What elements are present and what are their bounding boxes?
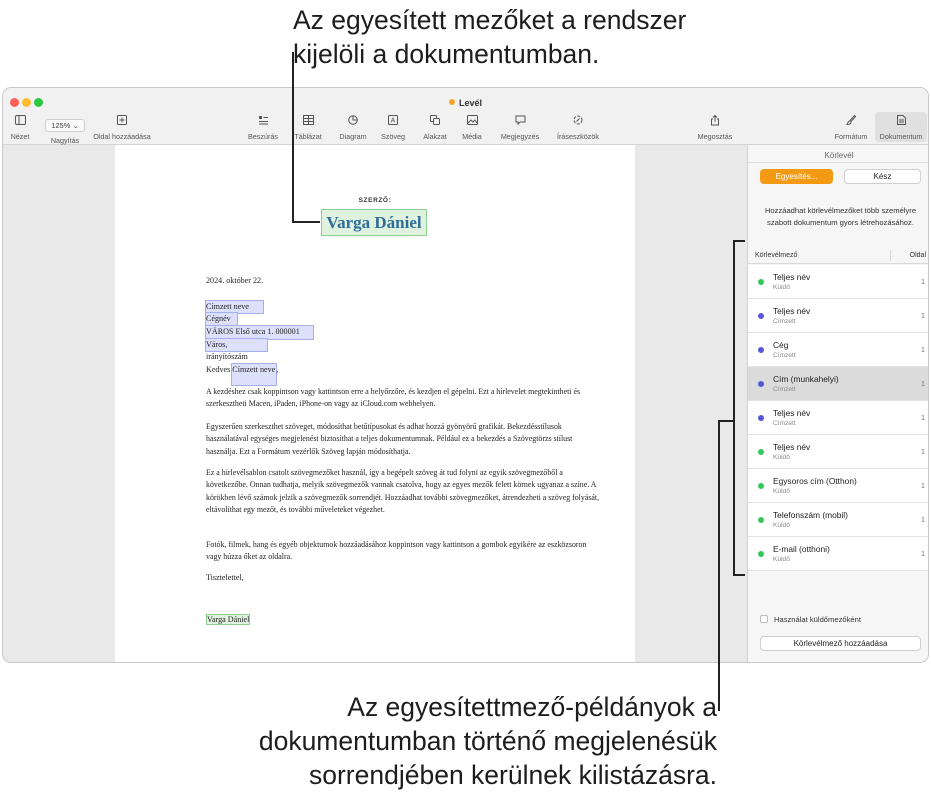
merge-field-greeting-name[interactable]: Címzett neve [232,364,276,385]
edited-dot-icon [449,99,455,105]
insert-icon [246,115,280,127]
writing-tools-icon [553,115,603,127]
field-name: Cím (munkahelyi) [773,374,839,384]
closing[interactable]: Tisztelettel, [206,573,244,582]
sidebar-title: Körlevél [824,151,854,160]
field-source: Küldő [773,522,790,529]
paintbrush-icon [831,115,871,127]
field-color-dot [758,279,764,285]
field-page: 1 [920,379,925,388]
app-window [2,87,929,663]
format-label: Formátum [834,132,868,141]
greeting-suffix: , [276,365,279,374]
media-icon [459,115,485,127]
field-page: 1 [920,515,925,524]
callout-bottom-line-1: Az egyesítettmező-példányok a [347,692,717,722]
field-color-dot [758,517,764,523]
comment-button[interactable] [497,115,543,141]
merge-field-row[interactable] [748,435,929,469]
table-icon [291,115,325,127]
insert-button[interactable] [246,115,280,141]
merge-field-row[interactable] [748,401,929,435]
merge-field-row[interactable] [748,503,929,537]
add-page-label: Oldal hozzáadása [93,132,151,141]
merge-field-row[interactable] [748,537,929,571]
recipient-block [206,301,606,363]
media-label: Média [462,132,482,141]
field-name: Egysoros cím (Otthon) [773,476,857,486]
zoom-label: Nagyítás [50,136,80,145]
window-title [3,98,928,108]
merge-field-list [748,265,929,571]
table-label: Táblázat [294,132,322,141]
comment-label: Megjegyzés [500,132,540,141]
view-label: Nézet [10,132,30,141]
merge-field-signature[interactable] [206,614,250,626]
media-button[interactable] [459,115,485,141]
author-label: SZERZŐ: [358,197,392,204]
merge-field-address[interactable]: VÁROS Első utca 1. 000001 [206,326,313,339]
callout-top-line-horizontal [292,221,320,223]
paragraph-3[interactable]: Ez a hírlevélsablon csatolt szövegmezőket használ, így a begépelt szöveg át tud folyni az egyik szövegmezőből a következőbe. Onnan tudhatja, melyik szövegmezők vannak csatolva, hogy az egyes mezők felett körnek ugyanaz a színe. A körökben lévő számok jelzik a szövegmezők sorrendjét. Hozzáadhat további szövegmezőket, átrendezheti a szöveg folyását, eltávolíthat egy mezőt, és további műveleteket végezhet. [206,468,600,515]
share-button[interactable] [693,115,737,141]
callout-top-line-1: Az egyesített mezőket a rendszer [293,5,687,35]
chart-icon [337,115,369,127]
callout-top-line [292,52,294,222]
use-as-sender-checkbox[interactable] [760,615,768,623]
text-label: Szöveg [381,132,405,141]
shape-label: Alakzat [423,132,447,141]
merge-field-recipient-name[interactable]: Címzett neve [206,301,263,313]
field-name: Telefonszám (mobil) [773,510,848,520]
field-color-dot [758,347,764,353]
field-source: Címzett [773,318,796,325]
document-label: Dokumentum [879,132,923,141]
text-button[interactable] [379,115,407,141]
merge-field-row[interactable] [748,469,929,503]
field-page: 1 [920,447,925,456]
use-as-sender-label: Használat küldőmezőként [774,615,861,624]
field-source: Címzett [773,386,796,393]
field-name: Cég [773,340,789,350]
field-color-dot [758,551,764,557]
merge-field-row[interactable] [748,299,929,333]
table-button[interactable] [291,115,325,141]
use-as-sender-option[interactable] [760,615,861,624]
add-page-button[interactable] [89,115,155,141]
field-source: Címzett [773,352,796,359]
callout-bottom-line-2: dokumentumban történő megjelenésük [258,726,717,756]
callout-bottom-line-3: sorrendjében kerülnek kilistázásra. [308,760,717,790]
share-icon [693,115,737,127]
callout-bracket-top [733,240,745,242]
callout-bracket-bottom [733,574,745,576]
add-page-icon [89,115,155,127]
field-source: Címzett [773,420,796,427]
field-page: 1 [920,345,925,354]
field-page: 1 [920,481,925,490]
field-color-dot [758,313,764,319]
titlebar [3,88,928,145]
field-name: Teljes név [773,442,811,452]
paragraph-4[interactable]: Fotók, filmek, hang és egyéb objektumok hozzáadásához koppintson vagy kattintson a gombok egyikére az eszközsoron vagy húzza őket az oldalra. [206,540,587,562]
callout-bottom [157,690,717,792]
field-name: Teljes név [773,306,811,316]
signature-text[interactable]: Varga Dániel [207,615,250,624]
field-page: 1 [920,413,925,422]
format-button[interactable] [831,115,871,141]
field-color-dot [758,449,764,455]
done-button[interactable]: Kész [844,169,921,184]
merge-field-author-name[interactable]: Varga Dániel [321,209,427,236]
callout-top [293,3,853,71]
field-name: Teljes név [773,408,811,418]
share-label: Megosztás [697,132,733,141]
greeting [206,364,606,385]
merge-field-table-header [748,247,929,264]
chart-button[interactable] [337,115,369,141]
text-icon [379,115,407,127]
field-source: Küldő [773,284,790,291]
field-name: E-mail (otthoni) [773,544,830,554]
column-header-field[interactable]: Körlevélmező [755,252,798,259]
letter-date[interactable]: 2024. október 22. [206,276,264,285]
document-icon [877,115,925,127]
document-button[interactable] [875,112,927,142]
callout-bottom-line-horizontal [718,420,734,422]
field-name: Teljes név [773,272,811,282]
zoom-control[interactable] [43,115,87,145]
merge-field-row[interactable] [748,265,929,299]
zoom-select[interactable]: 125% ⌄ [45,119,85,132]
document-canvas[interactable] [3,145,747,663]
field-color-dot [758,483,764,489]
mail-merge-sidebar [747,145,929,663]
shape-button[interactable] [419,115,451,141]
paragraph-1[interactable]: A kezdéshez csak koppintson vagy kattintson erre a helyőrzőre, és kezdjen el gépelni. Ezt a hírlevelet megtekintheti és szerkesztheti Macen, iPaden, iPhone-on vagy az iCloud.com webhelyen. [206,387,581,409]
column-header-page[interactable]: Oldal [909,252,926,259]
paragraph-2[interactable]: Egyszerűen szerkeszthet szöveget, módosíthat betűtípusokat és adhat hozzá gyönyörű grafikát. Bekezdésstílusok használatával egységes megjelenést biztosíthat a teljes dokumentumnak. Például ez a bekezdés a Szövegtörzs stílust használja. Ezt a Formátum vezérlők Szöveg lapján módosíthatja. [206,422,573,456]
add-merge-field-button[interactable]: Körlevélmező hozzáadása [760,636,921,651]
column-divider [890,250,891,261]
merge-field-row[interactable] [748,333,929,367]
merge-field-company[interactable]: Cégnév [206,313,237,326]
merge-field-city-zip[interactable]: Város, irányítószám [206,339,267,351]
writing-tools-label: Íráseszközök [557,132,599,141]
callout-bracket-vertical [733,240,735,575]
field-color-dot [758,415,764,421]
callout-top-line-2: kijelöli a dokumentumban. [293,39,600,69]
field-source: Küldő [773,556,790,563]
merge-button[interactable]: Egyesítés... [760,169,833,184]
callout-bottom-line [718,420,720,711]
merge-field-row-selected[interactable] [748,367,929,401]
field-source: Küldő [773,488,790,495]
sidebar-divider [748,162,929,163]
sidebar-description: Hozzáadhat körlevélmezőket több személyre szabott dokumentum gyors létrehozásához. [764,206,917,227]
comment-icon [497,115,543,127]
document-page[interactable] [115,145,635,663]
view-button[interactable] [9,115,31,141]
shape-icon [419,115,451,127]
greeting-prefix: Kedves [206,365,233,374]
field-page: 1 [920,549,925,558]
field-page: 1 [920,277,925,286]
field-source: Küldő [773,454,790,461]
writing-tools-button[interactable] [553,115,603,141]
field-color-dot [758,381,764,387]
svg-text:A: A [390,117,396,125]
insert-label: Beszúrás [248,132,278,141]
chart-label: Diagram [339,132,367,141]
field-page: 1 [920,311,925,320]
window-title-text: Levél [458,98,482,108]
sidebar-icon [9,115,31,127]
